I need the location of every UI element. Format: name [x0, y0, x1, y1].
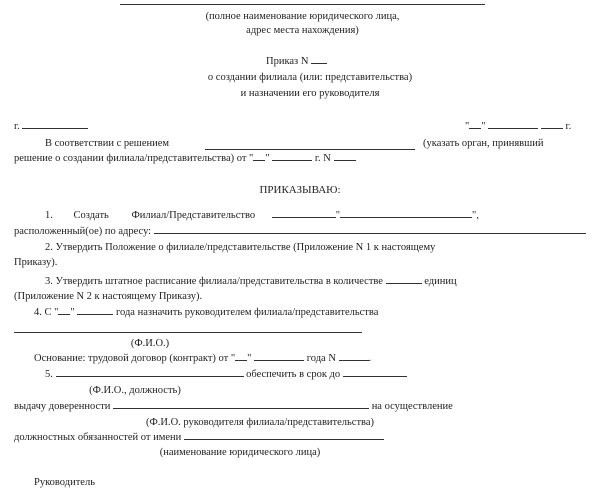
preamble-line1-left: В соответствии с решением: [45, 138, 170, 149]
decision-body-field[interactable]: [205, 138, 415, 150]
decision-month-field[interactable]: [272, 160, 312, 161]
fio-head-label: (Ф.И.О. руководителя филиала/представительства): [145, 417, 375, 428]
org-name-placeholder: (полное наименование юридического лица,: [205, 11, 400, 22]
proxy-line: выдачу доверенности на осуществление: [14, 401, 453, 412]
contract-day-field[interactable]: [235, 360, 247, 361]
date-day-field[interactable]: [469, 128, 481, 129]
contract-month-field[interactable]: [254, 360, 304, 361]
order-title: [266, 56, 327, 67]
signature-label: Руководитель: [34, 477, 95, 488]
proxy-holder-field[interactable]: [113, 408, 369, 409]
item3-line1: 3. Утвердить штатное расписание филиала/представительства в количестве единиц: [45, 276, 457, 287]
legal-entity-field[interactable]: [184, 439, 384, 440]
order-number-field[interactable]: [311, 63, 327, 64]
branch-address-field[interactable]: [154, 233, 586, 234]
item3-line2: (Приложение N 2 к настоящему Приказу).: [14, 291, 203, 302]
date-month-field[interactable]: [488, 128, 538, 129]
preamble-line2: решение о создании филиала/представительства) от " " г. N: [14, 153, 356, 164]
order-subject-line1: о создании филиала (или: представительства): [207, 72, 413, 83]
order-subject-line2: и назначении его руководителя: [240, 88, 380, 99]
basis-line: Основание: трудовой договор (контракт) от " " года N .: [34, 353, 372, 364]
deadline-field[interactable]: [343, 376, 407, 377]
appointment-day-field[interactable]: [58, 314, 70, 315]
fio-position-label: (Ф.И.О., должность): [89, 385, 181, 396]
date-year-field[interactable]: [541, 128, 563, 129]
duties-line: должностных обязанностей от имени: [14, 432, 384, 443]
appointment-month-field[interactable]: [77, 314, 113, 315]
item5-line: 5. обеспечить в срок до: [45, 369, 407, 380]
contract-number-field[interactable]: [339, 360, 369, 361]
branch-name-field[interactable]: [340, 217, 472, 218]
branch-type-field[interactable]: [272, 217, 336, 218]
org-name-line[interactable]: [120, 4, 485, 5]
decision-number-field[interactable]: [334, 160, 356, 161]
item1-line2: расположенный(ое) по адресу:: [14, 226, 586, 237]
responsible-person-field[interactable]: [56, 376, 244, 377]
staff-count-field[interactable]: [386, 283, 422, 284]
city-field[interactable]: [22, 128, 88, 129]
decision-day-field[interactable]: [253, 160, 265, 161]
order-number-label: Приказ N: [266, 56, 309, 67]
preamble-line1-right: (указать орган, принявший: [423, 138, 544, 149]
fio-label: (Ф.И.О.): [130, 338, 170, 349]
item2-line2: Приказу).: [14, 257, 58, 268]
city-row: г.: [14, 121, 88, 132]
item2-line1: 2. Утвердить Положение о филиале/представительстве (Приложение N 1 к настоящему: [45, 242, 436, 253]
address-placeholder: адрес места нахождения): [246, 25, 359, 36]
legal-entity-label: (наименование юридического лица): [159, 447, 321, 458]
item1-line1: 1. Создать Филиал/Представительство " ",: [45, 210, 479, 221]
order-heading: ПРИКАЗЫВАЮ:: [259, 184, 341, 196]
item4-line: 4. С " " года назначить руководителем филиала/представительства: [34, 307, 379, 318]
head-fio-line[interactable]: [14, 332, 362, 333]
date-row: " " г.: [465, 121, 572, 132]
